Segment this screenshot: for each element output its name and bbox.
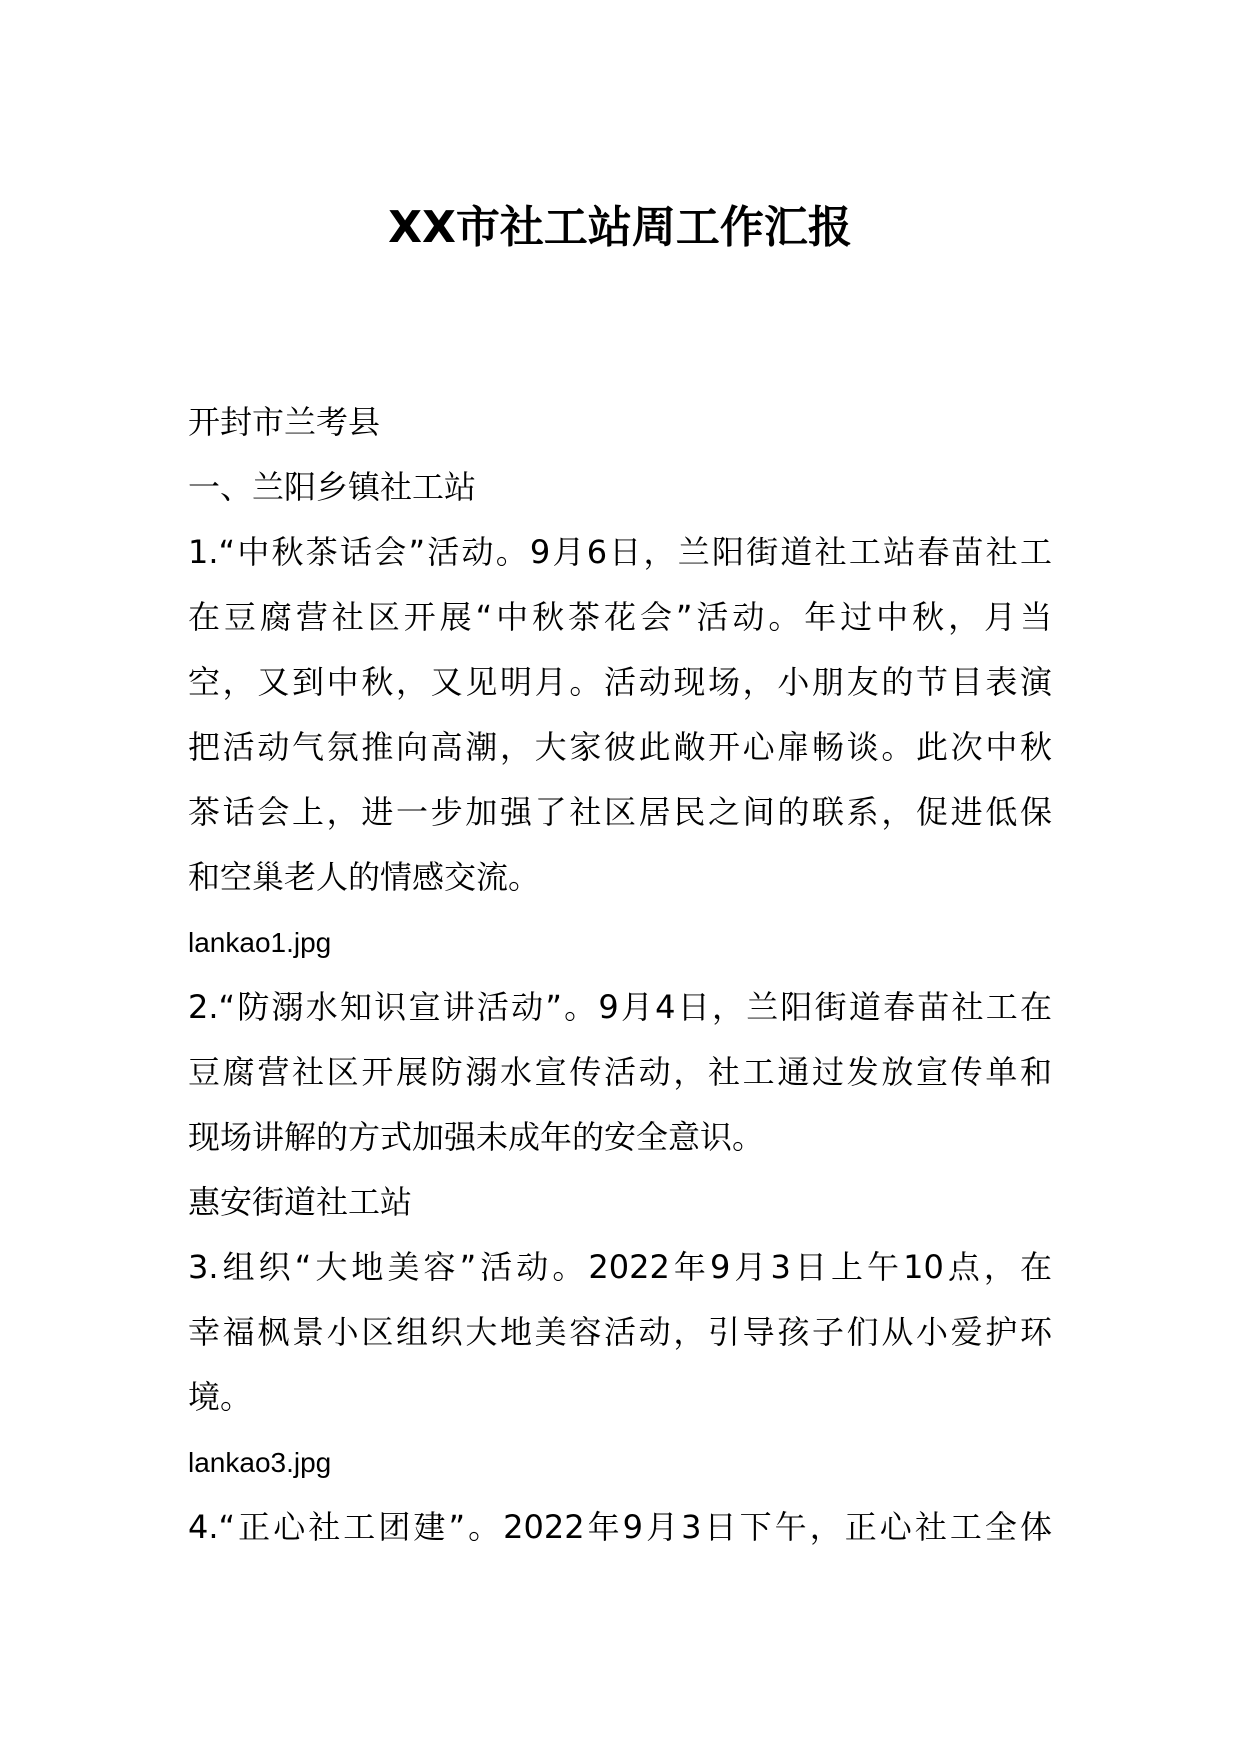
paragraph-line: 空，又到中秋，又见明月。活动现场，小朋友的节目表演 (188, 663, 1052, 701)
paragraph-line: 现场讲解的方式加强未成年的安全意识。 (188, 1118, 765, 1156)
section-heading: 惠安街道社工站 (188, 1183, 413, 1221)
paragraph-line: 境。 (188, 1378, 253, 1416)
paragraph-line: 4.“正心社工团建”。2022年9月3日下午，正心社工全体 (188, 1508, 1052, 1546)
paragraph-line: 茶话会上，进一步加强了社区居民之间的联系，促进低保 (188, 793, 1052, 831)
image-filename: lankao3.jpg (188, 1447, 332, 1478)
paragraph-line: 和空巢老人的情感交流。 (188, 858, 541, 896)
paragraph-line: 豆腐营社区开展防溺水宣传活动，社工通过发放宣传单和 (188, 1053, 1052, 1091)
document-body (188, 390, 1052, 1560)
paragraph-line: 2.“防溺水知识宣讲活动”。9月4日，兰阳街道春苗社工在 (188, 988, 1052, 1026)
paragraph-line: 在豆腐营社区开展“中秋茶花会”活动。年过中秋，月当 (188, 598, 1052, 636)
section-heading: 一、兰阳乡镇社工站 (188, 468, 477, 506)
image-filename: lankao1.jpg (188, 927, 332, 958)
paragraph-line: 3.组织“大地美容”活动。2022年9月3日上午10点，在 (188, 1248, 1052, 1286)
section-heading: 开封市兰考县 (188, 403, 381, 441)
document-title: XX市社工站周工作汇报 (388, 202, 852, 253)
paragraph-line: 1.“中秋茶话会”活动。9月6日，兰阳街道社工站春苗社工 (188, 533, 1052, 571)
paragraph-line: 把活动气氛推向高潮，大家彼此敞开心扉畅谈。此次中秋 (188, 728, 1052, 766)
paragraph-line: 幸福枫景小区组织大地美容活动，引导孩子们从小爱护环 (188, 1313, 1052, 1351)
